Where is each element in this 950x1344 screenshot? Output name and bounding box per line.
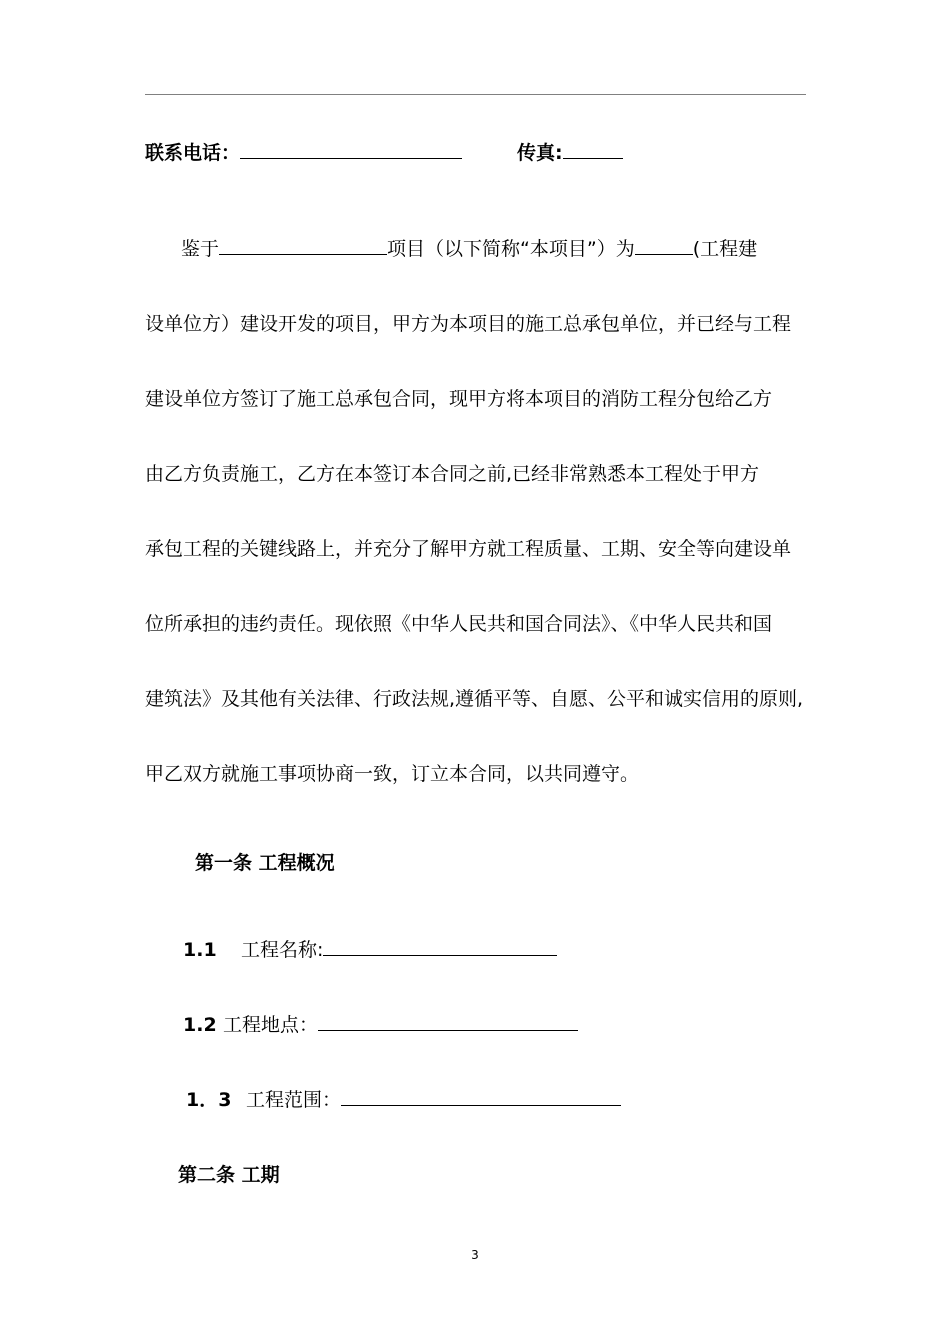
phone-blank[interactable] [240, 140, 462, 159]
article-1-title: 第一条 工程概况 [195, 852, 335, 874]
developer-blank[interactable] [635, 236, 693, 255]
preamble-line: 建筑法》及其他有关法律、行政法规,遵循平等、自愿、公平和诚实信用的原则, [145, 688, 804, 710]
project-name-blank[interactable] [219, 236, 387, 255]
item-1-2 [183, 1010, 578, 1037]
item-1-3 [186, 1085, 621, 1112]
fax-label: 传真: [517, 142, 563, 164]
item-number: 1.2 [183, 1014, 217, 1036]
page-number: 3 [471, 1248, 479, 1262]
preamble-line: 承包工程的关键线路上，并充分了解甲方就工程质量、工期、安全等向建设单 [145, 538, 792, 560]
preamble-line: 设单位方）建设开发的项目，甲方为本项目的施工总承包单位，并已经与工程 [145, 313, 792, 335]
header-rule [145, 94, 806, 95]
item-label: 工程范围： [246, 1089, 342, 1111]
preamble-middle: 项目（以下简称“本项目”）为 [387, 238, 635, 260]
article-2-title: 第二条 工期 [178, 1164, 280, 1186]
preamble-paragraph [145, 212, 804, 812]
project-name-field-blank[interactable] [323, 937, 557, 956]
project-scope-blank[interactable] [341, 1087, 621, 1106]
item-label: 工程名称: [241, 939, 324, 961]
fax-blank[interactable] [563, 140, 623, 159]
item-label: 工程地点： [223, 1014, 319, 1036]
phone-label: 联系电话： [145, 142, 241, 164]
preamble-prefix: 鉴于 [181, 238, 220, 260]
project-location-blank[interactable] [318, 1012, 578, 1031]
preamble-line: 建设单位方签订了施工总承包合同，现甲方将本项目的消防工程分包给乙方 [145, 388, 773, 410]
preamble-first-line [145, 212, 777, 287]
fax-field [517, 138, 623, 165]
item-number: 1．3 [186, 1089, 232, 1111]
item-1-1 [183, 935, 557, 962]
preamble-line: 甲乙双方就施工事项协商一致，订立本合同，以共同遵守。 [145, 763, 640, 785]
item-number: 1.1 [183, 939, 217, 961]
phone-field [145, 138, 462, 165]
preamble-suffix: (工程建 [692, 238, 758, 260]
preamble-line: 位所承担的违约责任。现依照《中华人民共和国合同法》、《中华人民共和国 [145, 613, 773, 635]
preamble-line: 由乙方负责施工，乙方在本签订本合同之前,已经非常熟悉本工程处于甲方 [145, 463, 760, 485]
